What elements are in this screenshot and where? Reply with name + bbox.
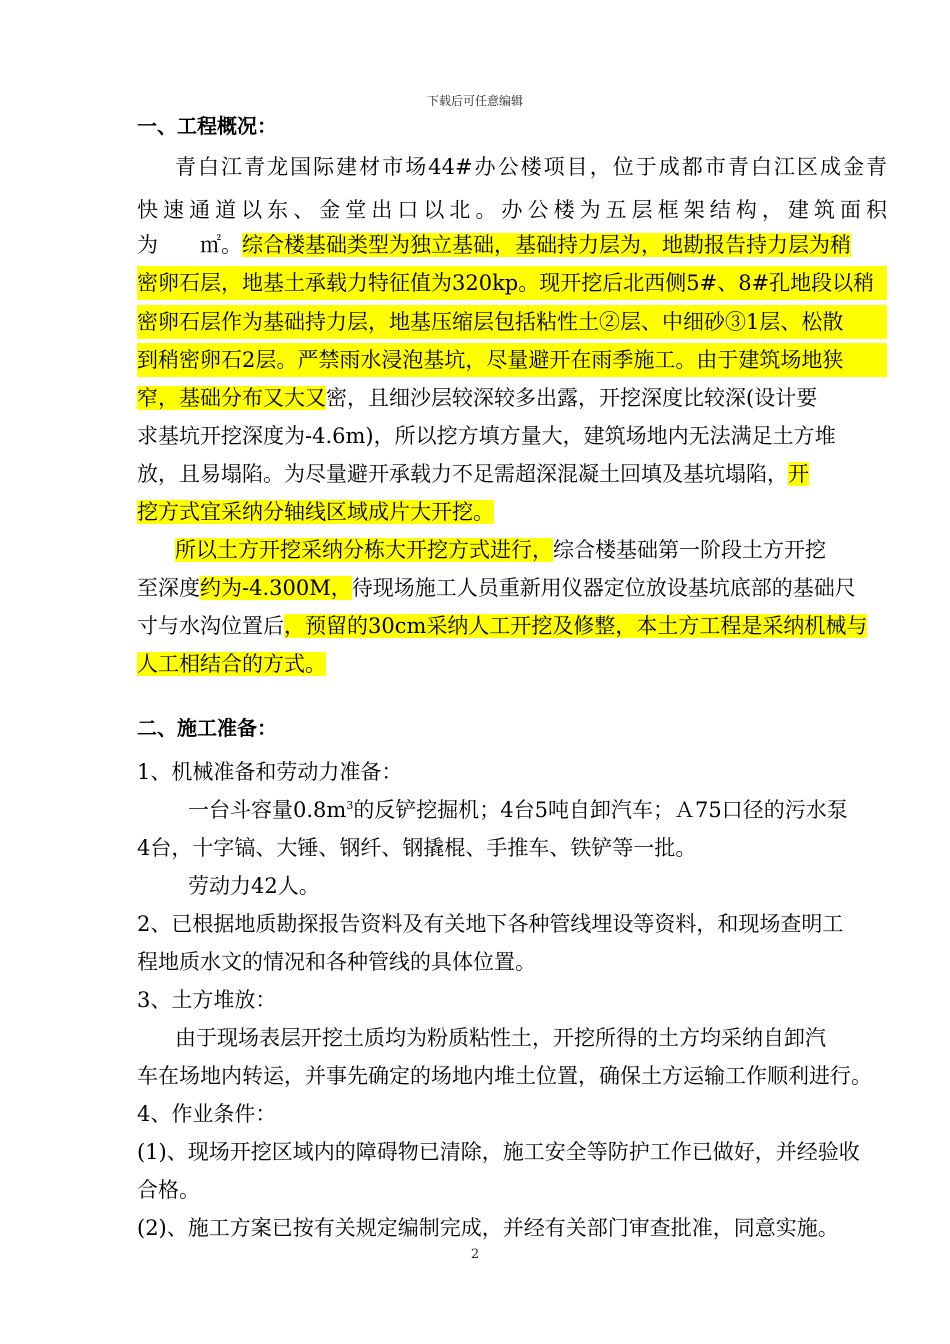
section-1-title: 一、工程概况： xyxy=(137,114,277,138)
s1-p1-line-7-b: 密，且细沙层较深较多出露，开挖深度比较深(设计要 xyxy=(326,386,818,410)
s1-p2-line-1-highlight: 所以土方开挖采纳分栋大开挖方式进行， xyxy=(175,538,553,562)
item-4-title: 4、作业条件： xyxy=(137,1102,277,1126)
s1-p1-line-8: 求基坑开挖深度为-4.6m)，所以挖方填方量大，建筑场地内无法满足土方堆 xyxy=(137,424,836,448)
item-1-line-1 xyxy=(188,793,888,827)
s1-p1-line-3-a: 为 ㎡。 xyxy=(137,233,242,257)
item-2-line-2: 程地质水文的情况和各种管线的具体位置。 xyxy=(137,950,536,974)
s1-p2-line-3-a: 寸与水沟位置后 xyxy=(137,614,284,638)
item-1-line-2: 4台，十字镐、大锤、钢纤、钢撬棍、手推车、铁铲等一批。 xyxy=(137,836,697,860)
s1-p1-line-10 xyxy=(137,495,887,529)
s1-p1-line-10-highlight: 挖方式宜采纳分轴线区域成片大开挖。 xyxy=(137,500,494,524)
s1-p2-line-2 xyxy=(137,571,887,605)
item-1-line-1-b: 的反铲挖掘机；4台5吨自卸汽车；Ａ75口径的污水泵 xyxy=(353,798,848,822)
item-4-c1-line-2: 合格。 xyxy=(137,1178,200,1202)
page-header: 下载后可任意编辑 xyxy=(426,94,523,108)
item-3-title: 3、土方堆放： xyxy=(137,988,277,1012)
item-3-line-2: 车在场地内转运，并事先确定的场地内堆土位置，确保土方运输工作顺利进行。 xyxy=(137,1064,872,1088)
page-number: 2 xyxy=(470,1247,480,1262)
s1-p2-line-4 xyxy=(137,647,887,681)
item-4-c2-line-1: (2)、施工方案已按有关规定编制完成，并经有关部门审查批准，同意实施。 xyxy=(137,1216,839,1240)
s1-p1-line-9 xyxy=(137,457,887,491)
s1-p2-line-2-a: 至深度 xyxy=(137,576,200,600)
s1-p2-line-2-highlight: 约为-4.300M， xyxy=(200,576,352,600)
item-1-title: 1、机械准备和劳动力准备： xyxy=(137,760,403,784)
s1-p1-line-9-highlight: 开 xyxy=(788,462,809,486)
superscript-3: 3 xyxy=(346,799,354,812)
s1-p1-line-4: 密卵石层，地基土承载力特征值为320kp。现开挖后北西侧5#、8#孔地段以稍 xyxy=(137,266,887,300)
s1-p2-line-3-highlight: ，预留的30cm采纳人工开挖及修整，本土方工程是采纳机械与 xyxy=(284,614,868,638)
item-1-line-3: 劳动力42人。 xyxy=(188,874,320,898)
item-4-c1-line-1: (1)、现场开挖区域内的障碍物已清除，施工安全等防护工作已做好，并经验收 xyxy=(137,1140,860,1164)
s1-p1-line-1: 青白江青龙国际建材市场44#办公楼项目，位于成都市青白江区成金青 xyxy=(175,155,887,179)
s1-p1-line-3-highlight: 综合楼基础类型为独立基础，基础持力层为，地勘报告持力层为稍 xyxy=(242,233,851,257)
s1-p2-line-1 xyxy=(175,533,887,567)
s1-p2-line-3 xyxy=(137,609,887,643)
s1-p2-line-2-c: 待现场施工人员重新用仪器定位放设基坑底部的基础尺 xyxy=(351,576,856,600)
s1-p2-line-4-highlight: 人工相结合的方式。 xyxy=(137,652,326,676)
item-2-line-1: 2、已根据地质勘探报告资料及有关地下各种管线埋设等资料，和现场查明工 xyxy=(137,912,844,936)
s1-p1-line-7-highlight: 窄，基础分布又大又 xyxy=(137,386,326,410)
item-1-line-1-a: 一台斗容量0.8m xyxy=(188,798,347,822)
section-2-title: 二、施工准备： xyxy=(137,716,277,740)
s1-p1-line-2: 快速通道以东、金堂出口以北。办公楼为五层框架结构，建筑面积 xyxy=(137,198,887,222)
s1-p2-line-1-b: 综合楼基础第一阶段土方开挖 xyxy=(553,538,826,562)
s1-p1-line-9-a: 放，且易塌陷。为尽量避开承载力不足需超深混凝土回填及基坑塌陷， xyxy=(137,462,788,486)
s1-p1-line-7 xyxy=(137,381,887,415)
s1-p1-line-6: 到稍密卵石2层。严禁雨水浸泡基坑，尽量避开在雨季施工。由于建筑场地狭 xyxy=(137,343,887,377)
s1-p1-line-3 xyxy=(137,228,887,262)
s1-p1-line-5: 密卵石层作为基础持力层，地基压缩层包括粘性土②层、中细砂③1层、松散 xyxy=(137,305,887,339)
item-3-line-1: 由于现场表层开挖土质均为粉质粘性土，开挖所得的土方均采纳自卸汽 xyxy=(175,1026,826,1050)
